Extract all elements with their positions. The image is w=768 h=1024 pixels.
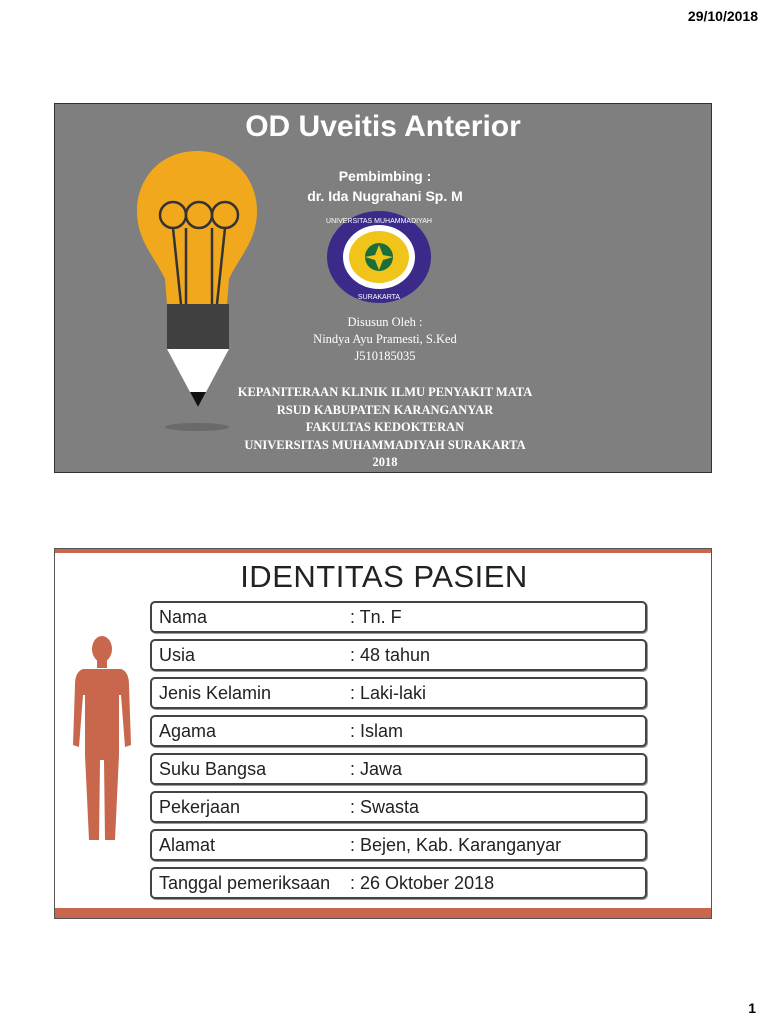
advisor-name: dr. Ida Nugrahani Sp. M xyxy=(307,188,463,204)
row-value: : Bejen, Kab. Karanganyar xyxy=(350,835,562,855)
bottom-accent-bar xyxy=(55,908,711,918)
row-label: Usia xyxy=(159,645,196,665)
identity-row xyxy=(150,829,647,861)
row-value: : 48 tahun xyxy=(350,645,431,665)
advisor-block xyxy=(285,166,485,206)
identity-table xyxy=(150,601,647,905)
row-label: Pekerjaan xyxy=(159,797,241,817)
identity-row xyxy=(150,715,647,747)
row-value: : Laki-laki xyxy=(350,683,427,703)
advisor-label: Pembimbing : xyxy=(338,168,432,184)
identity-row xyxy=(150,601,647,633)
institution-line: RSUD KABUPATEN KARANGANYAR xyxy=(276,402,494,417)
slide-title: IDENTITAS PASIEN xyxy=(240,559,528,594)
identity-row xyxy=(150,753,647,785)
row-value: : Swasta xyxy=(350,797,420,817)
row-value: : Jawa xyxy=(350,759,403,779)
row-value: : 26 Oktober 2018 xyxy=(350,873,495,893)
university-seal-icon xyxy=(325,209,433,305)
row-value: : Islam xyxy=(350,721,404,741)
page-date: 29/10/2018 xyxy=(687,8,758,24)
author-name: Nindya Ayu Pramesti, S.Ked xyxy=(313,332,457,346)
institution-line: 2018 xyxy=(372,455,398,469)
seal-text-bottom: SURAKARTA xyxy=(357,294,401,301)
row-label: Jenis Kelamin xyxy=(159,683,272,703)
row-label: Alamat xyxy=(159,835,216,855)
human-body-icon xyxy=(69,635,135,845)
row-label: Nama xyxy=(159,607,208,627)
identity-row xyxy=(150,867,647,899)
author-label: Disusun Oleh : xyxy=(347,315,423,329)
identity-row xyxy=(150,791,647,823)
page-number: 1 xyxy=(748,1000,756,1016)
row-label: Tanggal pemeriksaan xyxy=(159,873,331,893)
institution-block xyxy=(205,384,565,472)
row-value: : Tn. F xyxy=(350,607,402,627)
institution-line: FAKULTAS KEDOKTERAN xyxy=(305,420,465,434)
row-label: Suku Bangsa xyxy=(159,759,267,779)
presentation-title: OD Uveitis Anterior xyxy=(245,110,521,143)
institution-line: KEPANITERAAN KLINIK ILMU PENYAKIT MATA xyxy=(237,385,533,399)
row-label: Agama xyxy=(159,721,217,741)
institution-line: UNIVERSITAS MUHAMMADIYAH SURAKARTA xyxy=(244,437,526,452)
patient-identity-slide xyxy=(54,548,712,919)
title-slide xyxy=(54,103,712,473)
identity-row xyxy=(150,677,647,709)
top-accent-bar xyxy=(55,549,711,553)
seal-text-top: UNIVERSITAS MUHAMMADIYAH xyxy=(326,218,432,225)
identity-row xyxy=(150,639,647,671)
author-id: J510185035 xyxy=(354,349,416,363)
author-block xyxy=(270,314,500,365)
